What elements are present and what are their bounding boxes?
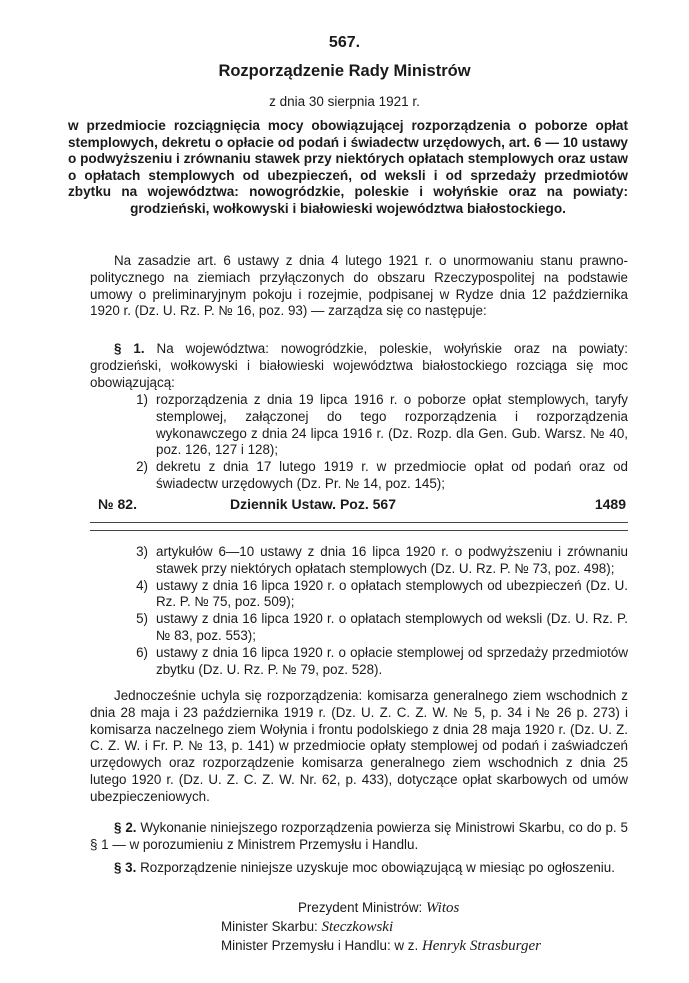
list-item-number: 5) bbox=[136, 611, 148, 627]
page-header-band bbox=[90, 496, 628, 516]
list-item-text: ustawy z dnia 16 lipca 1920 r. o opłatach stemplowych od ubezpieczeń (Dz. U. Rz. P. № 75, poz. 509); bbox=[156, 577, 628, 610]
signature-line bbox=[221, 919, 393, 936]
signature-line bbox=[221, 938, 541, 955]
signature-role: Minister Przemysłu i Handlu: w z. bbox=[221, 938, 419, 953]
section-3-text: Rozporządzenie niniejsze uzyskuje moc obowiązującą w miesiąc po ogłoszeniu. bbox=[140, 860, 615, 875]
list-item-number: 3) bbox=[136, 544, 148, 559]
list-item bbox=[90, 611, 628, 645]
list-item bbox=[90, 392, 628, 459]
list-item bbox=[90, 544, 628, 578]
list-item bbox=[90, 578, 628, 612]
list-item bbox=[90, 459, 628, 493]
page-number: 1489 bbox=[594, 496, 626, 512]
act-subject: w przedmiocie rozciągnięcia mocy obowiązującej rozporządzenia o poborze opłat stemplowych, dekretu o opłacie od podań i świadectw urzędowych, art. 6 — 10 ustawy o podwyższeniu i zrównaniu stawek przy niektórych opłatach stemplowych oraz ustaw o opłatach stemplowych od ubezpieczeń, od weksli i od sprzedaży przedmiotów zbytku na województwa: nowogródzkie, poleskie i wołyńskie oraz na powiaty: grodzieński, wołkowyski i białowieski województwa białostockiego. bbox=[68, 118, 628, 216]
signature-name: Henryk Strasburger bbox=[421, 938, 541, 954]
section-2-label: § 2. bbox=[114, 820, 137, 835]
enumeration-part-2 bbox=[90, 544, 628, 678]
list-item-text: ustawy z dnia 16 lipca 1920 r. o opłacie stemplowej od sprzedaży przedmiotów zbytku (Dz. U. Rz. P. № 79, poz. 528). bbox=[156, 644, 628, 677]
section-1 bbox=[90, 341, 628, 391]
list-item-text: dekretu z dnia 17 lutego 1919 r. w przedmiocie opłat od podań oraz od świadectw urzędowych (Dz. Pr. № 14, poz. 145); bbox=[156, 459, 628, 491]
list-item-number: 2) bbox=[136, 459, 148, 475]
list-item-text: artykułów 6—10 ustawy z dnia 16 lipca 1920 r. o podwyższeniu i zrównaniu stawek przy niektórych opłatach stemplowych (Dz. U. Rz. P. № 73, poz. 498); bbox=[156, 544, 628, 576]
section-1-label: § 1. bbox=[114, 341, 145, 356]
section-1-text: Na województwa: nowogródzkie, poleskie, wołyńskie oraz na powiaty: grodzieński, wołkowyski i białowieski województwa białostockiego rozciąga się moc obowiązującą: bbox=[90, 341, 628, 390]
divider bbox=[90, 522, 628, 523]
journal-reference: Dziennik Ustaw. Poz. 567 bbox=[230, 496, 396, 512]
divider bbox=[90, 530, 628, 531]
section-2-text: Wykonanie niniejszego rozporządzenia powierza się Ministrowi Skarbu, co do p. 5 § 1 — w porozumieniu z Ministrem Przemysłu i Handlu. bbox=[90, 820, 628, 852]
repeal-clause: Jednocześnie uchyla się rozporządzenia: komisarza generalnego ziem wschodnich z dnia 28 maja i 23 października 1919 r. (Dz. U. Z. C. Z. W. № 5, p. 34 i № 26 p. 273) i komisarza naczelnego ziem Wołynia i frontu podolskiego z dnia 28 maja 1920 r. (Dz. U. Z. C. Z. W. i Fr. P. № 13, p. 141) w przedmiocie opłaty stemplowej od podań i zaświadczeń urzędowych oraz rozporządzenie komisarza generalnego ziem wschodnich z dnia 25 lutego 1920 r. (Dz. U. Z. C. Z. W. Nr. 62, p. 433), dotyczące opłat skarbowych od umów ubezpieczeniowych. bbox=[90, 688, 628, 804]
act-number: 567. bbox=[328, 34, 361, 51]
section-3 bbox=[90, 860, 628, 877]
signature-name: Steczkowski bbox=[321, 919, 394, 935]
signature-name: Witos bbox=[426, 900, 460, 916]
list-item-text: ustawy z dnia 16 lipca 1920 r. o opłatach stemplowych od weksli (Dz. U. Rz. P. № 83, poz. 553); bbox=[156, 611, 628, 643]
preamble: Na zasadzie art. 6 ustawy z dnia 4 lutego 1921 r. o unormowaniu stanu prawno-politycznego na ziemiach przyłączonych do obszaru Rzeczypospolitej na podstawie umowy o preliminaryjnym pokoju i rozejmie, podpisanej w Rydze dnia 12 października 1920 r. (Dz. U. Rz. P. № 16, poz. 93) — zarządza się co następuje: bbox=[90, 253, 628, 319]
section-2 bbox=[90, 820, 628, 854]
act-date: z dnia 30 sierpnia 1921 r. bbox=[269, 94, 420, 109]
list-item bbox=[90, 645, 628, 679]
list-item-number: 4) bbox=[136, 577, 148, 593]
issue-number: № 82. bbox=[98, 496, 137, 512]
act-title: Rozporządzenie Rady Ministrów bbox=[218, 62, 471, 80]
list-item-number: 1) bbox=[136, 392, 148, 407]
signature-role: Minister Skarbu: bbox=[221, 919, 318, 934]
list-item-text: rozporządzenia z dnia 19 lipca 1916 r. o poborze opłat stemplowych, taryfy stemplowej, załączonej do tego rozporządzenia i rozporządzenia wykonawczego z dnia 24 lipca 1916 r. (Dz. Rozp. dla Gen. Gub. Warsz. № 40, poz. 126, 127 i 128); bbox=[156, 392, 628, 458]
signature-role: Prezydent Ministrów: bbox=[298, 900, 423, 915]
section-3-label: § 3. bbox=[114, 860, 137, 875]
list-item-number: 6) bbox=[136, 644, 148, 660]
signature-line bbox=[298, 900, 459, 917]
enumeration-part-1 bbox=[90, 392, 628, 493]
